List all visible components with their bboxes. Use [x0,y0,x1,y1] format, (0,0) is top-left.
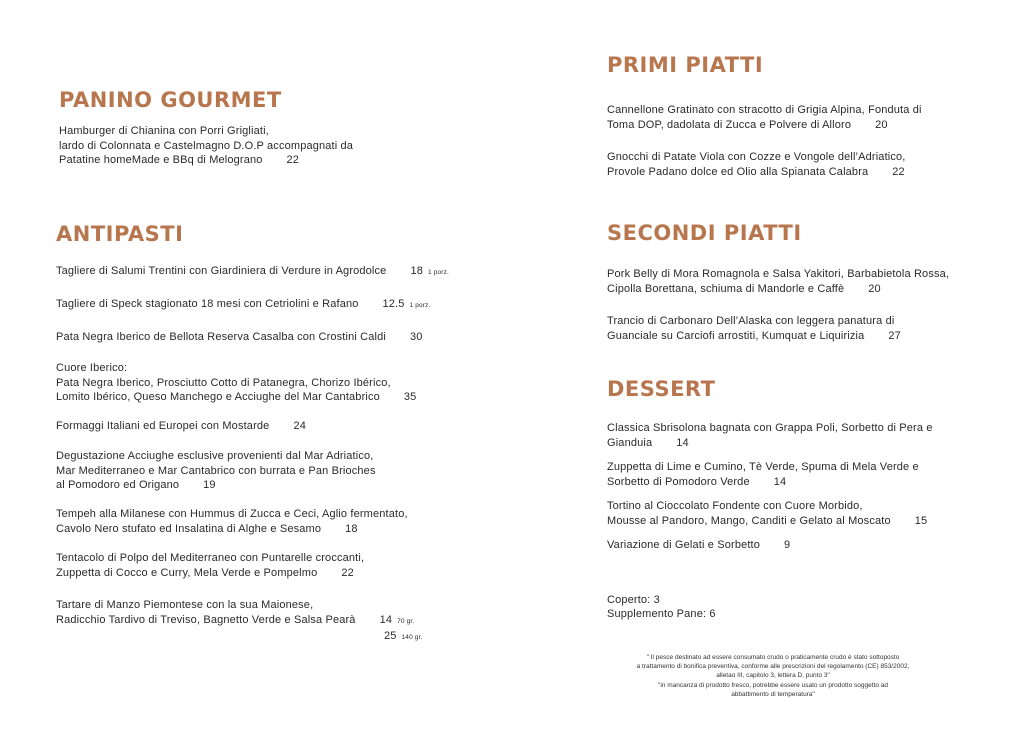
item-last-line [56,478,376,493]
footnote-line: "in mancanza di prodotto fresco, potrebbe essere usato un prodotto soggetto ad [658,681,888,689]
item-last-line [607,436,933,451]
item-price: 27 [888,329,901,342]
portion-note: 140 gr. [401,634,423,641]
menu-item [607,421,933,450]
item-description-line: Classica Sbrisolona bagnata con Grappa Poli, Sorbetto di Pera e [607,422,933,434]
menu-item [56,449,376,493]
item-description-line: Formaggi Italiani ed Europei con Mostarde [56,420,270,432]
menu-item [56,551,364,580]
menu-item [607,150,906,179]
item-last-line [56,390,416,405]
item-price: 20 [868,282,881,295]
menu-item [56,264,449,281]
extras [607,594,716,621]
item-description-line: Zuppetta di Lime e Cumino, Tè Verde, Spuma di Mela Verde e [607,461,919,473]
footnote-line: " Il pesce destinato ad essere consumato crudo o praticamente crudo è stato sottoposto [646,654,900,661]
item-last-line [56,297,430,314]
footnote-line: alletao III, capitolo 3, lettera D, punto 3" [716,672,830,680]
item-description-line: Radicchio Tardivo di Treviso, Bagnetto Verde e Salsa Pearà [56,613,356,626]
item-price: 15 [914,514,928,527]
item-description-line: lardo di Colonnata e Castelmagno D.O.P accompagnati da [59,139,354,152]
item-last-line [59,153,353,168]
item-price-alt [56,629,422,646]
heading-antipasti: ANTIPASTI [56,222,184,246]
item-description-line: Zuppetta di Cocco e Curry, Mela Verde e Pompelmo [56,566,318,579]
item-description-line: Tagliere di Speck stagionato 18 mesi con Cetriolini e Rafano [56,298,359,310]
item-price: 14 [379,613,393,626]
item-description-line: Gnocchi di Patate Viola con Cozze e Vongole dell’Adriatico, [607,151,906,163]
menu-item [56,598,422,646]
item-last-line [56,264,449,281]
heading-secondi-piatti: SECONDI PIATTI [607,221,802,245]
portion-note: 1 porz. [409,302,431,309]
menu-item [56,419,306,434]
item-description-line: al Pomodoro ed Origano [56,479,180,491]
item-price: 22 [286,154,300,166]
item-price: 9 [784,539,791,551]
item-description-line: Tagliere di Salumi Trentini con Giardiniera di Verdure in Agrodolce [56,265,387,277]
item-last-line [607,475,919,490]
supplemento-pane-text: Supplemento Pane: 6 [607,607,716,620]
item-last-line [56,419,306,434]
item-description-line: Patatine homeMade e BBq di Melograno [59,154,263,166]
item-description-line: Pata Negra Iberico de Bellota Reserva Casalba con Crostini Caldi [56,331,386,343]
menu-item [607,314,901,343]
item-description-line: Pata Negra Iberico, Prosciutto Cotto di Patanegra, Chorizo Ibérico, [56,376,391,389]
item-last-line [56,566,364,581]
coperto-text: Coperto: 3 [607,594,660,606]
item-price: 14 [676,436,689,449]
item-price: 30 [410,331,423,343]
item-price: 14 [773,475,787,488]
item-price: 12.5 [382,298,405,310]
item-price: 35 [403,391,417,403]
menu-item [56,361,416,405]
item-price: 18 [410,265,423,277]
item-description-line: Cipolla Borettana, schiuma di Mandorle e Caffè [607,282,845,295]
item-last-line [56,330,423,345]
menu-item [56,507,408,536]
item-description-line: Tempeh alla Milanese con Hummus di Zucca e Ceci, Aglio fermentato, [56,508,408,520]
item-description-line: Provole Padano dolce ed Olio alla Spianata Calabra [607,165,869,178]
item-description-line: Pork Belly di Mora Romagnola e Salsa Yakitori, Barbabietola Rossa, [607,268,950,280]
item-description-line: Hamburger di Chianina con Porri Grigliati, [59,125,269,137]
item-description-line: Gianduia [607,436,653,449]
item-description-line: Mousse al Pandoro, Mango, Canditi e Gelato al Moscato [607,514,891,527]
menu-item [56,330,423,345]
item-description-line: Cannellone Gratinato con stracotto di Grigia Alpina, Fonduta di [607,104,922,116]
item-price: 22 [892,165,905,178]
item-description-line: Degustazione Acciughe esclusive provenienti dal Mar Adriatico, [56,450,374,462]
item-description-line: Tentacolo di Polpo del Mediterraneo con Puntarelle croccanti, [56,552,365,564]
menu-item [607,538,790,553]
portion-note: 1 porz. [428,269,449,276]
footnote-line: a trattamento di bonifica preventiva, conforme alle prescrizioni del regolamento (CE) 853/2002, [636,663,910,671]
item-description-line: Mar Mediterraneo e Mar Cantabrico con burrata e Pan Brioches [56,464,376,477]
item-description-line: Variazione di Gelati e Sorbetto [607,539,761,551]
item-last-line [607,118,922,133]
heading-dessert: DESSERT [607,377,716,401]
item-description-line: Trancio di Carbonaro Dell’Alaska con leggera panatura di [607,315,895,327]
menu-item [607,499,927,528]
item-description-line: Tortino al Cioccolato Fondente con Cuore Morbido, [607,500,863,512]
item-last-line [607,282,949,297]
menu-item [607,103,922,132]
footnote-line: abbattimento di temperatura" [731,690,815,698]
item-last-line [56,613,422,630]
menu-item [607,267,949,296]
item-last-line [607,329,901,344]
portion-note: 70 gr. [397,617,415,625]
heading-primi-piatti: PRIMI PIATTI [607,53,764,77]
item-description-line: Tartare di Manzo Piemontese con la sua Maionese, [56,599,314,611]
item-price: 24 [293,420,306,432]
menu-item [59,124,353,168]
menu-item [607,460,919,489]
item-description-line: Lomito Ibérico, Queso Manchego e Acciughe del Mar Cantabrico [56,391,380,403]
item-last-line [607,165,906,180]
item-description-line: Guanciale su Carciofi arrostiti, Kumquat e Liquirizia [607,329,865,342]
item-price: 18 [345,522,358,535]
item-price: 22 [341,566,354,579]
item-description-line: Toma DOP, dadolata di Zucca e Polvere di Alloro [607,118,852,131]
heading-panino-gourmet: PANINO GOURMET [59,88,282,112]
item-price: 20 [875,118,888,131]
item-price: 25 [384,630,397,642]
item-last-line [607,538,790,553]
item-description-line: Cuore Iberico: [56,362,128,374]
item-description-line: Sorbetto di Pomodoro Verde [607,475,750,488]
footnote [596,653,950,699]
item-price: 19 [203,479,216,491]
item-last-line [56,522,408,537]
menu-item [56,297,430,314]
item-last-line [607,514,927,529]
item-description-line: Cavolo Nero stufato ed Insalatina di Alghe e Sesamo [56,522,322,535]
